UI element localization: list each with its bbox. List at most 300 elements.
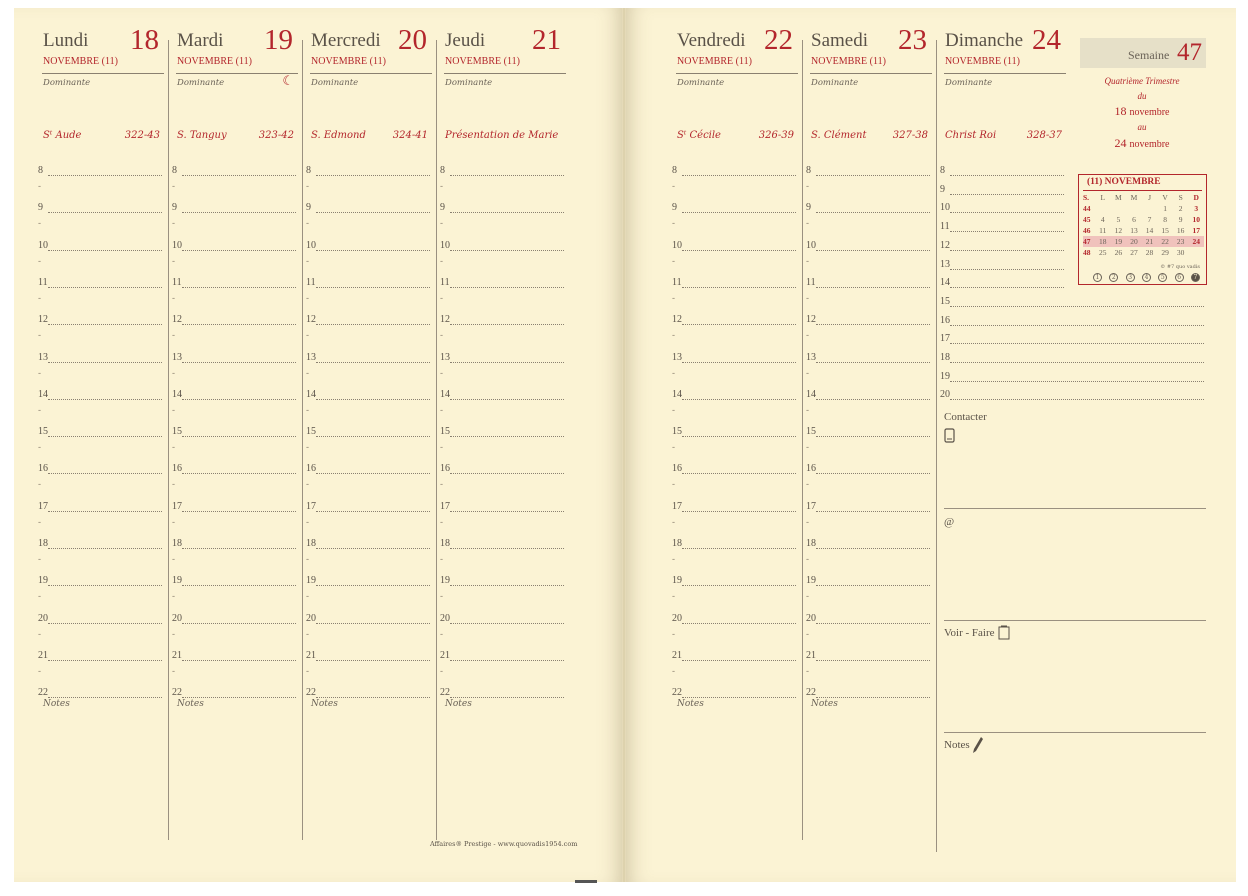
hour-label: 11	[806, 276, 816, 288]
hour-line	[48, 324, 162, 325]
half-hour-mark: -	[38, 443, 42, 454]
mini-calendar-week-number: 47	[1083, 237, 1091, 246]
hour-label: 22	[306, 687, 316, 699]
saint-name: S. Edmond	[311, 130, 366, 141]
hour-slot[interactable]	[940, 221, 1068, 239]
day-code: 328-37	[1026, 130, 1062, 141]
quarter-du: du	[1137, 91, 1147, 101]
mini-calendar-week	[1083, 225, 1204, 236]
saint-name: Christ Roi	[945, 130, 997, 141]
half-hour-mark: -	[306, 666, 310, 677]
half-hour-mark: -	[172, 219, 176, 230]
hour-slot[interactable]	[672, 463, 800, 481]
hour-slot[interactable]	[806, 351, 934, 370]
day-month: NOVEMBRE (11)	[177, 56, 252, 67]
hour-line	[950, 231, 1064, 232]
notepad-icon	[998, 625, 1011, 640]
hour-slot[interactable]	[672, 314, 800, 332]
mini-calendar-grid	[1083, 192, 1204, 258]
hour-line	[950, 250, 1064, 251]
half-hour-mark: -	[38, 555, 42, 565]
hour-slot[interactable]	[806, 388, 934, 407]
half-hour-mark: -	[306, 219, 310, 230]
header-rule	[944, 73, 1066, 74]
mini-calendar-weekday: L	[1100, 193, 1106, 202]
hour-slot[interactable]	[440, 314, 568, 332]
hour-label: 9	[806, 202, 811, 214]
day-name: Mercredi	[311, 30, 381, 51]
hour-label: 12	[806, 314, 816, 326]
hour-label: 10	[38, 239, 48, 251]
mini-calendar-day: 27	[1130, 248, 1138, 257]
half-hour-mark: -	[38, 368, 42, 379]
hour-label: 9	[440, 202, 445, 214]
hour-slot[interactable]	[172, 612, 300, 631]
column-divider	[436, 40, 437, 840]
mini-calendar-day: 10	[1192, 215, 1200, 224]
week-box	[1080, 38, 1206, 68]
hour-slot[interactable]	[172, 202, 300, 220]
half-hour-mark: -	[672, 405, 676, 416]
hour-label: 19	[172, 575, 182, 587]
hour-label: 18	[172, 538, 182, 549]
hour-line	[450, 212, 564, 213]
notes-label: Notes	[177, 699, 204, 709]
half-hour-mark: -	[306, 517, 310, 528]
day-month: NOVEMBRE (11)	[945, 56, 1020, 67]
half-hour-mark: -	[306, 293, 310, 304]
weekday-circle: 1	[1093, 273, 1102, 282]
half-hour-mark: -	[306, 592, 310, 603]
hour-slot[interactable]	[806, 239, 934, 258]
hour-slot[interactable]	[172, 388, 300, 407]
half-hour-mark: -	[672, 517, 676, 528]
hour-line	[316, 436, 430, 437]
day-number: 24	[1032, 24, 1061, 56]
hour-line	[450, 324, 564, 325]
hour-line	[682, 585, 796, 586]
hour-label: 22	[672, 687, 682, 699]
hour-label: 11	[38, 276, 48, 288]
hour-slot[interactable]	[306, 388, 434, 407]
half-hour-mark: -	[806, 219, 810, 230]
mini-calendar-day: 16	[1176, 226, 1185, 235]
hour-slot[interactable]	[38, 426, 166, 444]
hour-label: 13	[440, 351, 450, 363]
day-code: 327-38	[892, 130, 928, 141]
hour-slot[interactable]	[38, 388, 166, 407]
hour-line	[182, 362, 296, 363]
weekday-circle: 3	[1126, 273, 1135, 282]
hour-line	[816, 660, 930, 661]
hour-slot[interactable]	[306, 500, 434, 519]
day-name: Vendredi	[677, 30, 746, 51]
half-hour-mark: -	[806, 629, 810, 640]
hour-label: 14	[806, 388, 816, 400]
hour-label: 17	[38, 500, 48, 512]
hour-slot[interactable]	[672, 351, 800, 370]
hour-slot[interactable]	[172, 500, 300, 519]
hour-label: 9	[306, 202, 311, 214]
half-hour-mark: -	[306, 368, 310, 379]
hour-line	[682, 324, 796, 325]
hour-slot[interactable]	[440, 202, 568, 220]
half-hour-mark: -	[440, 592, 444, 603]
hour-slot[interactable]	[672, 500, 800, 519]
hour-slot[interactable]	[940, 295, 1208, 314]
hour-line	[682, 212, 796, 213]
hour-slot[interactable]	[806, 649, 934, 668]
half-hour-mark: -	[440, 405, 444, 416]
mini-calendar-day: 2	[1178, 204, 1183, 213]
hour-slot[interactable]	[940, 183, 1068, 202]
hour-line	[816, 623, 930, 624]
hour-line	[182, 399, 296, 400]
half-hour-mark: -	[672, 629, 676, 640]
hour-slot[interactable]	[940, 333, 1208, 351]
mini-calendar-day: 7	[1147, 215, 1152, 224]
hour-slot[interactable]	[38, 351, 166, 370]
header-rule	[444, 73, 566, 74]
hour-label: 12	[940, 239, 950, 251]
hour-slot[interactable]	[806, 500, 934, 519]
mini-calendar-day: 25	[1099, 248, 1107, 257]
hour-line	[182, 473, 296, 474]
mini-calendar-day: 18	[1099, 237, 1107, 246]
hour-line	[48, 585, 162, 586]
hour-line	[950, 306, 1204, 307]
hour-label: 15	[38, 426, 48, 438]
hour-slot[interactable]	[38, 463, 166, 481]
hour-slot[interactable]	[806, 612, 934, 631]
hour-slot[interactable]	[440, 575, 568, 593]
divider-at	[944, 620, 1206, 621]
mini-calendar-day: 21	[1145, 237, 1154, 246]
hour-label: 20	[38, 612, 48, 624]
hour-slot[interactable]	[172, 575, 300, 593]
hour-slot[interactable]	[172, 276, 300, 295]
half-hour-mark: -	[172, 555, 176, 565]
hour-slot[interactable]	[940, 277, 1068, 295]
mini-calendar-week-number: 46	[1083, 226, 1091, 235]
hour-slot[interactable]	[672, 612, 800, 631]
hour-slot[interactable]	[940, 258, 1068, 277]
hour-slot[interactable]	[940, 370, 1208, 389]
hour-slot[interactable]	[440, 612, 568, 631]
hour-label: 15	[806, 426, 816, 438]
hour-label: 8	[440, 165, 445, 176]
hour-slot[interactable]	[38, 575, 166, 593]
hour-slot[interactable]	[806, 276, 934, 295]
half-hour-mark: -	[440, 182, 444, 192]
hour-slot[interactable]	[440, 388, 568, 407]
hour-line	[450, 548, 564, 549]
hour-slot[interactable]	[38, 612, 166, 631]
half-hour-mark: -	[440, 517, 444, 528]
half-hour-mark: -	[172, 666, 176, 677]
hour-label: 16	[672, 463, 682, 475]
hour-slot[interactable]	[172, 426, 300, 444]
hour-slot[interactable]	[38, 239, 166, 258]
half-hour-mark: -	[672, 219, 676, 230]
hour-slot[interactable]	[306, 276, 434, 295]
footer-text: Affaires® Prestige - www.quovadis1954.com	[430, 840, 578, 848]
hour-label: 15	[940, 295, 950, 307]
half-hour-mark: -	[806, 480, 810, 491]
hour-line	[182, 623, 296, 624]
half-hour-mark: -	[172, 368, 176, 379]
notes-label: Notes	[43, 699, 70, 709]
hour-slot[interactable]	[672, 276, 800, 295]
hour-slot[interactable]	[440, 276, 568, 295]
half-hour-mark: -	[672, 666, 676, 677]
hour-slot[interactable]	[440, 463, 568, 481]
day-month: NOVEMBRE (11)	[677, 56, 752, 67]
hour-slot[interactable]	[172, 165, 300, 183]
hour-line	[682, 660, 796, 661]
hour-slot[interactable]	[440, 538, 568, 556]
hour-slot[interactable]	[806, 538, 934, 556]
hour-line	[682, 362, 796, 363]
hour-slot[interactable]	[806, 463, 934, 481]
day-name: Mardi	[177, 30, 224, 51]
hour-slot[interactable]	[38, 649, 166, 668]
half-hour-mark: -	[38, 480, 42, 491]
mini-calendar-day: 19	[1114, 237, 1123, 246]
hour-line	[48, 473, 162, 474]
hour-slot[interactable]	[806, 202, 934, 220]
day-column-lundi	[38, 0, 166, 874]
hour-line	[950, 362, 1204, 363]
header-rule	[42, 73, 164, 74]
hour-slot[interactable]	[306, 239, 434, 258]
hour-label: 14	[940, 277, 950, 289]
hour-slot[interactable]	[940, 389, 1208, 407]
mini-calendar-weekday: S.	[1083, 193, 1090, 202]
hour-line	[450, 660, 564, 661]
hour-slot[interactable]	[440, 165, 568, 183]
hour-line	[950, 381, 1204, 382]
hour-slot[interactable]	[672, 538, 800, 556]
header-rule	[810, 73, 932, 74]
hour-slot[interactable]	[440, 649, 568, 668]
hour-line	[682, 250, 796, 251]
hour-slot[interactable]	[38, 314, 166, 332]
hour-slot[interactable]	[672, 649, 800, 668]
half-hour-mark: -	[672, 555, 676, 565]
hour-slot[interactable]	[306, 649, 434, 668]
hour-slot[interactable]	[38, 165, 166, 183]
hour-slot[interactable]	[306, 202, 434, 220]
hour-label: 21	[172, 649, 182, 661]
hour-slot[interactable]	[38, 500, 166, 519]
half-hour-mark: -	[672, 443, 676, 454]
hour-slot[interactable]	[172, 463, 300, 481]
mini-calendar-day: 4	[1100, 215, 1105, 224]
hour-label: 14	[172, 388, 182, 400]
half-hour-mark: -	[172, 405, 176, 416]
mini-calendar-day: 3	[1194, 204, 1199, 213]
hour-slot[interactable]	[306, 165, 434, 183]
notes-label: Notes	[811, 699, 838, 709]
weekday-circle: 5	[1158, 273, 1167, 282]
quarter-to-day: 24	[1114, 136, 1127, 150]
saint-name: Sᵗ Aude	[43, 130, 82, 141]
hour-slot[interactable]	[940, 314, 1208, 333]
hour-line	[950, 194, 1064, 195]
half-hour-mark: -	[440, 555, 444, 565]
half-hour-mark: -	[440, 666, 444, 677]
hour-line	[316, 399, 430, 400]
hour-label: 12	[672, 314, 682, 326]
hour-slot[interactable]	[306, 314, 434, 332]
quarter-from	[1078, 104, 1206, 119]
hour-slot[interactable]	[806, 575, 934, 593]
mini-calendar-week-number: 44	[1083, 204, 1091, 213]
half-hour-mark: -	[806, 555, 810, 565]
hour-label: 12	[440, 314, 450, 326]
hour-label: 18	[38, 538, 48, 549]
half-hour-mark: -	[38, 592, 42, 603]
hour-slot[interactable]	[672, 575, 800, 593]
hour-slot[interactable]	[672, 202, 800, 220]
hour-label: 19	[672, 575, 682, 587]
hour-slot[interactable]	[806, 314, 934, 332]
hour-slot[interactable]	[806, 165, 934, 183]
hour-label: 21	[440, 649, 450, 661]
hour-slot[interactable]	[940, 202, 1068, 220]
hour-line	[316, 324, 430, 325]
hour-label: 13	[172, 351, 182, 363]
hour-slot[interactable]	[306, 426, 434, 444]
mini-calendar-day: 28	[1145, 248, 1154, 257]
day-code: 322-43	[124, 130, 160, 141]
header-rule	[176, 73, 298, 74]
hour-slot[interactable]	[672, 426, 800, 444]
mini-calendar-week	[1083, 214, 1204, 225]
hour-label: 11	[172, 276, 182, 288]
hour-slot[interactable]	[172, 649, 300, 668]
hour-line	[182, 212, 296, 213]
hour-slot[interactable]	[172, 314, 300, 332]
day-name: Lundi	[43, 30, 89, 51]
mini-calendar-day: 20	[1130, 237, 1138, 246]
hour-slot[interactable]	[172, 351, 300, 370]
hour-line	[316, 548, 430, 549]
hour-slot[interactable]	[440, 426, 568, 444]
hour-label: 16	[806, 463, 816, 475]
hour-label: 14	[38, 388, 48, 400]
hour-line	[682, 548, 796, 549]
hour-label: 22	[806, 687, 816, 699]
hour-label: 18	[806, 538, 816, 549]
hour-slot[interactable]	[38, 276, 166, 295]
hour-line	[816, 212, 930, 213]
dominante-label: Dominante	[677, 78, 725, 88]
mini-calendar-week	[1083, 203, 1204, 214]
mini-calendar-day: 14	[1145, 226, 1154, 235]
hour-slot[interactable]	[306, 538, 434, 556]
dominante-label: Dominante	[43, 78, 91, 88]
half-hour-mark: -	[672, 368, 676, 379]
mini-calendar-day: 30	[1176, 248, 1185, 257]
hour-line	[682, 175, 796, 176]
hour-slot[interactable]	[306, 351, 434, 370]
mini-calendar-weekday: M	[1115, 193, 1122, 202]
saint-name: S. Tanguy	[177, 130, 227, 141]
hour-slot[interactable]	[38, 202, 166, 220]
hour-slot[interactable]	[440, 351, 568, 370]
quarter-to-month: novembre	[1129, 139, 1170, 150]
column-divider	[936, 400, 937, 852]
mini-calendar-weekday: S	[1178, 193, 1183, 202]
hour-slot[interactable]	[306, 463, 434, 481]
hour-slot[interactable]	[672, 388, 800, 407]
hour-label: 8	[672, 165, 677, 176]
hour-label: 11	[940, 221, 950, 233]
hour-line	[450, 511, 564, 512]
hour-slot[interactable]	[440, 500, 568, 519]
hour-label: 21	[38, 649, 48, 661]
hour-line	[450, 399, 564, 400]
hour-slot[interactable]	[940, 239, 1068, 258]
half-hour-mark: -	[440, 256, 444, 267]
moon-icon: ☾	[282, 74, 294, 89]
hour-label: 19	[940, 370, 950, 382]
hour-slot[interactable]	[940, 352, 1208, 370]
hour-slot[interactable]	[940, 165, 1068, 183]
hour-slot[interactable]	[672, 165, 800, 183]
hour-slot[interactable]	[306, 612, 434, 631]
hour-label: 22	[440, 687, 450, 699]
mini-calendar-week	[1083, 247, 1204, 258]
mini-calendar-day: 9	[1178, 215, 1183, 224]
week-label: Semaine	[1128, 48, 1170, 62]
hour-line	[816, 362, 930, 363]
hour-label: 19	[806, 575, 816, 587]
half-hour-mark: -	[38, 256, 42, 267]
hour-line	[682, 436, 796, 437]
day-number: 22	[764, 24, 793, 56]
hour-label: 17	[672, 500, 682, 512]
dominante-label: Dominante	[811, 78, 859, 88]
mini-calendar-weekday: M	[1130, 193, 1138, 202]
hour-slot[interactable]	[806, 426, 934, 444]
day-column-jeudi	[440, 0, 568, 874]
hour-line	[316, 511, 430, 512]
header-rule	[676, 73, 798, 74]
notes-label: Notes	[677, 699, 704, 709]
mini-calendar-week	[1083, 236, 1204, 247]
hour-slot[interactable]	[672, 239, 800, 258]
saint-name: S. Clément	[811, 130, 867, 141]
half-hour-mark: -	[806, 443, 810, 454]
hour-slot[interactable]	[306, 575, 434, 593]
hour-label: 20	[172, 612, 182, 624]
hour-slot[interactable]	[172, 538, 300, 556]
hour-label: 16	[440, 463, 450, 475]
half-hour-mark: -	[806, 368, 810, 379]
hour-line	[182, 585, 296, 586]
hour-slot[interactable]	[172, 239, 300, 258]
hour-slot[interactable]	[440, 239, 568, 258]
hour-slot[interactable]	[38, 538, 166, 556]
hour-line	[48, 399, 162, 400]
hour-label: 22	[38, 687, 48, 699]
half-hour-mark: -	[38, 517, 42, 528]
hour-label: 17	[440, 500, 450, 512]
mini-calendar-day: 24	[1192, 237, 1200, 246]
